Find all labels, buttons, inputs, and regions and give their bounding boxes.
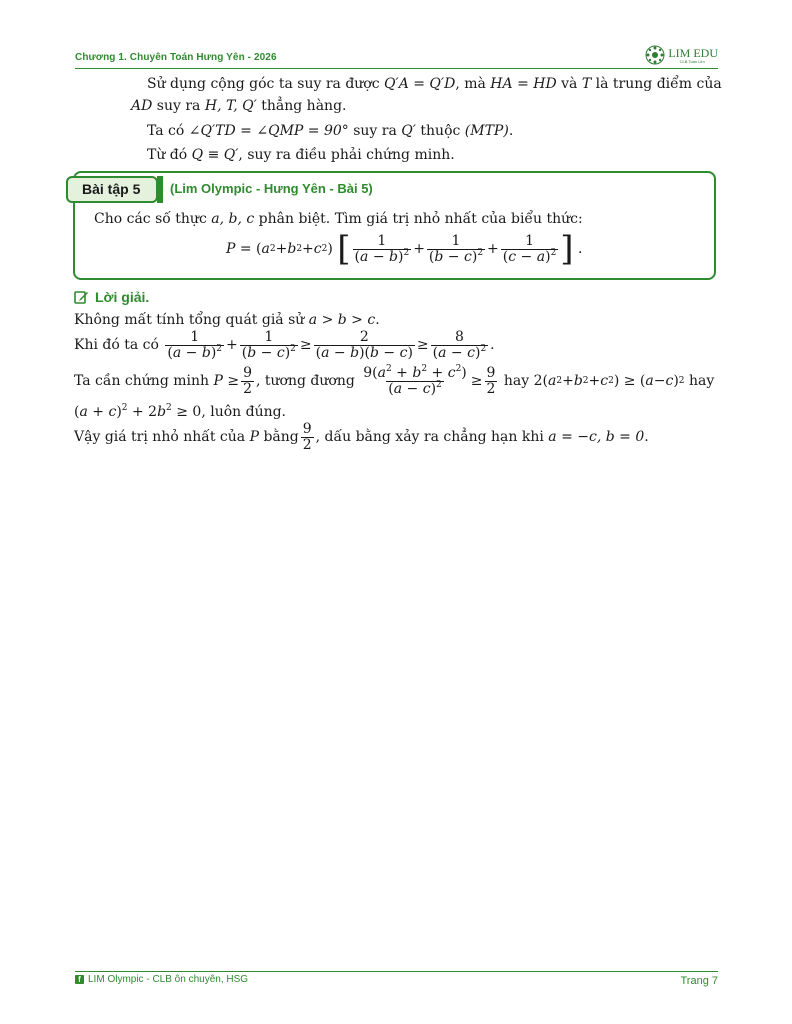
solution-line-1: Không mất tính tổng quát giả sử a > b > c. <box>74 312 380 328</box>
facebook-icon: f <box>75 975 84 984</box>
solution-label: Lời giải. <box>95 289 150 305</box>
edit-icon <box>74 290 89 304</box>
solution-heading <box>74 289 149 305</box>
footer-text: LIM Olympic - CLB ôn chuyên, HSG <box>88 974 249 985</box>
solution-line-2: Khi đó ta có $\frac{1}{(a - b)^2}$ + $\frac{1}{(b - c)^2}$ ≥ $\frac{2}{(a - b)(b - c)}$ ≥ $\frac{8}{(a - c)^2}$ . <box>74 328 495 361</box>
proof-line-2: AD suy ra H, T, Q′ thẳng hàng. <box>131 98 347 114</box>
header-divider <box>75 68 718 69</box>
footer-left <box>75 974 248 985</box>
solution-line-4: $(a + c)^2 + 2b^2 \ge 0$, luôn đúng. <box>74 403 287 420</box>
exercise-formula: P = ( a 2 + b 2 + c 2 ) [ $\frac{1}{(a - b)^2}$ + $\frac{1}{(b - c)^2}$ + $\frac{1}{(c - a)^2}$ ] . <box>226 229 583 269</box>
exercise-source: (Lim Olympic - Hưng Yên - Bài 5) <box>170 181 373 196</box>
chapter-title: Chương 1. Chuyên Toán Hưng Yên - 2026 <box>75 52 277 63</box>
proof-line-3: Ta có ∠Q′TD = ∠QMP = 90° suy ra Q′ thuộc (MTP). <box>147 123 514 139</box>
exercise-statement: Cho các số thực a, b, c phân biệt. Tìm giá trị nhỏ nhất của biểu thức: <box>94 211 583 227</box>
footer-divider <box>75 971 718 972</box>
page-header <box>75 46 718 70</box>
logo-text: LIM EDU <box>668 45 718 60</box>
exercise-tag-bar <box>157 176 163 203</box>
solution-line-3: Ta cần chứng minh P ≥ $\frac{9}{2}$ , tương đương $\frac{9(a^2 + b^2 + c^2)}{(a - c)^2}$ ≥ $\frac{9}{2}$ hay 2( a 2 + b 2 + c 2 ) ≥ ( a − c ) 2 hay <box>74 363 715 397</box>
proof-line-4: Từ đó Q ≡ Q′, suy ra điều phải chứng minh. <box>147 147 455 163</box>
solution-line-5: Vậy giá trị nhỏ nhất của P bằng $\frac{9}{2}$ , dấu bằng xảy ra chẳng hạn khi a = −c, b = 0 . <box>74 420 649 453</box>
lotus-icon <box>644 44 666 66</box>
logo-subtext: CLB Toán Lim <box>679 58 705 64</box>
page-number: Trang 7 <box>680 975 718 987</box>
exercise-label: Bài tập 5 <box>82 181 141 197</box>
lim-edu-logo <box>644 44 718 66</box>
proof-line-1: Sử dụng cộng góc ta suy ra được Q′A = Q′D, mà HA = HD và T là trung điểm của <box>147 76 722 92</box>
